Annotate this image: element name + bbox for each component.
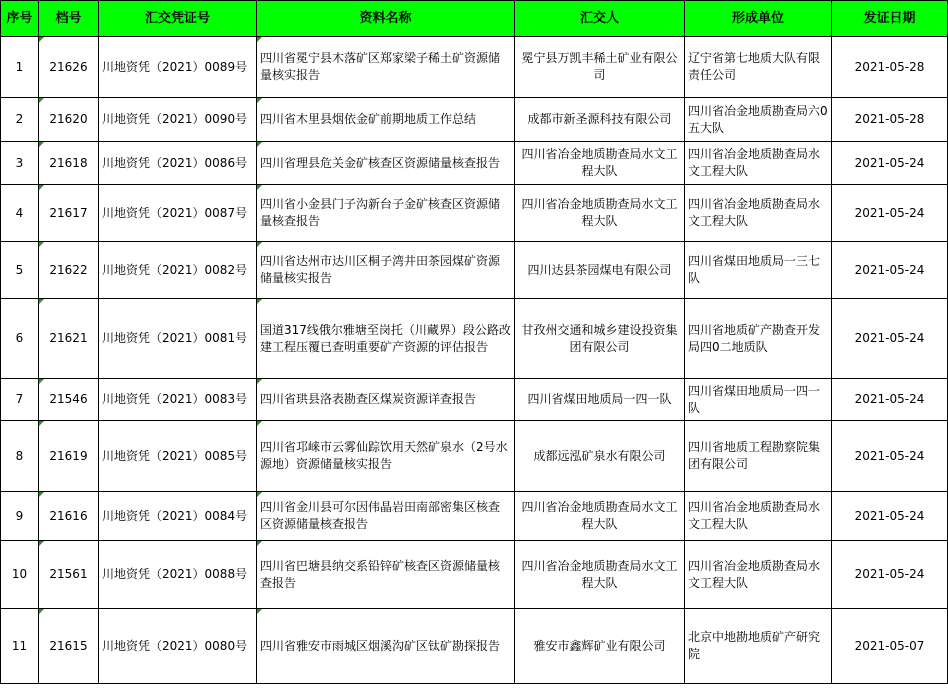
- cell-archive: 21622: [39, 242, 99, 299]
- table-row: [1, 242, 948, 299]
- table-row: [1, 609, 948, 684]
- cell-document: 四川省邛崃市云雾仙踪饮用天然矿泉水（2号水源地）资源储量核实报告: [257, 421, 515, 492]
- cell-certificate: 川地资凭（2021）0086号: [99, 142, 257, 185]
- cell-date: 2021-05-24: [832, 185, 948, 242]
- cell-certificate: 川地资凭（2021）0090号: [99, 98, 257, 142]
- cell-submitter: 四川省冶金地质勘查局水文工程大队: [515, 185, 685, 242]
- cell-seq: 2: [1, 98, 39, 142]
- cell-date: 2021-05-24: [832, 299, 948, 379]
- table-row: [1, 379, 948, 421]
- header-certificate: 汇交凭证号: [99, 1, 257, 37]
- cell-date: 2021-05-24: [832, 379, 948, 421]
- cell-organization: 四川省地质工程勘察院集团有限公司: [685, 421, 832, 492]
- cell-archive: 21561: [39, 541, 99, 609]
- cell-certificate: 川地资凭（2021）0083号: [99, 379, 257, 421]
- cell-certificate: 川地资凭（2021）0089号: [99, 37, 257, 98]
- cell-archive: 21626: [39, 37, 99, 98]
- cell-submitter: 雅安市鑫辉矿业有限公司: [515, 609, 685, 684]
- cell-organization: 四川省冶金地质勘查局水文工程大队: [685, 185, 832, 242]
- cell-document: 国道317线俄尔雅塘至岗托（川藏界）段公路改建工程压覆已查明重要矿产资源的评估报告: [257, 299, 515, 379]
- cell-seq: 6: [1, 299, 39, 379]
- table-row: [1, 421, 948, 492]
- cell-certificate: 川地资凭（2021）0085号: [99, 421, 257, 492]
- table-row: [1, 185, 948, 242]
- cell-document: 四川省珙县洛表勘查区煤炭资源详查报告: [257, 379, 515, 421]
- cell-organization: 四川省冶金地质勘查局水文工程大队: [685, 541, 832, 609]
- cell-organization: 四川省冶金地质勘查局水文工程大队: [685, 142, 832, 185]
- cell-seq: 5: [1, 242, 39, 299]
- cell-organization: 四川省冶金地质勘查局水文工程大队: [685, 492, 832, 541]
- cell-seq: 4: [1, 185, 39, 242]
- cell-seq: 11: [1, 609, 39, 684]
- cell-document: 四川省小金县门子沟新台子金矿核查区资源储量核查报告: [257, 185, 515, 242]
- cell-document: 四川省冕宁县木落矿区郑家梁子稀土矿资源储量核实报告: [257, 37, 515, 98]
- cell-organization: 四川省冶金地质勘查局六0五大队: [685, 98, 832, 142]
- cell-document: 四川省理县危关金矿核查区资源储量核查报告: [257, 142, 515, 185]
- cell-certificate: 川地资凭（2021）0082号: [99, 242, 257, 299]
- cell-seq: 1: [1, 37, 39, 98]
- cell-submitter: 成都远泓矿泉水有限公司: [515, 421, 685, 492]
- table-row: [1, 492, 948, 541]
- cell-date: 2021-05-07: [832, 609, 948, 684]
- cell-archive: 21616: [39, 492, 99, 541]
- cell-seq: 10: [1, 541, 39, 609]
- cell-date: 2021-05-24: [832, 421, 948, 492]
- cell-document: 四川省达州市达川区桐子湾井田茶园煤矿资源储量核实报告: [257, 242, 515, 299]
- cell-organization: 四川省煤田地质局一三七队: [685, 242, 832, 299]
- header-date: 发证日期: [832, 1, 948, 37]
- cell-organization: 辽宁省第七地质大队有限责任公司: [685, 37, 832, 98]
- table-row: [1, 142, 948, 185]
- cell-date: 2021-05-24: [832, 242, 948, 299]
- cell-submitter: 四川省冶金地质勘查局水文工程大队: [515, 142, 685, 185]
- table-row: [1, 37, 948, 98]
- cell-organization: 四川省地质矿产勘查开发局四0二地质队: [685, 299, 832, 379]
- header-seq: 序号: [1, 1, 39, 37]
- cell-seq: 8: [1, 421, 39, 492]
- cell-submitter: 四川省冶金地质勘查局水文工程大队: [515, 492, 685, 541]
- cell-document: 四川省巴塘县纳交系铅锌矿核查区资源储量核查报告: [257, 541, 515, 609]
- header-submitter: 汇交人: [515, 1, 685, 37]
- cell-organization: 四川省煤田地质局一四一队: [685, 379, 832, 421]
- cell-seq: 7: [1, 379, 39, 421]
- header-archive: 档号: [39, 1, 99, 37]
- table-row: [1, 299, 948, 379]
- cell-submitter: 四川达县茶园煤电有限公司: [515, 242, 685, 299]
- cell-archive: 21617: [39, 185, 99, 242]
- cell-document: 四川省金川县可尔因伟晶岩田南部密集区核查区资源储量核查报告: [257, 492, 515, 541]
- table-row: [1, 541, 948, 609]
- header-organization: 形成单位: [685, 1, 832, 37]
- cell-certificate: 川地资凭（2021）0081号: [99, 299, 257, 379]
- cell-certificate: 川地资凭（2021）0084号: [99, 492, 257, 541]
- cell-archive: 21620: [39, 98, 99, 142]
- cell-submitter: 四川省冶金地质勘查局水文工程大队: [515, 541, 685, 609]
- table-row: [1, 98, 948, 142]
- cell-certificate: 川地资凭（2021）0088号: [99, 541, 257, 609]
- header-document: 资料名称: [257, 1, 515, 37]
- cell-seq: 9: [1, 492, 39, 541]
- cell-archive: 21618: [39, 142, 99, 185]
- cell-archive: 21619: [39, 421, 99, 492]
- cell-certificate: 川地资凭（2021）0087号: [99, 185, 257, 242]
- cell-date: 2021-05-24: [832, 142, 948, 185]
- cell-date: 2021-05-24: [832, 492, 948, 541]
- cell-archive: 21615: [39, 609, 99, 684]
- cell-submitter: 成都市新圣源科技有限公司: [515, 98, 685, 142]
- cell-certificate: 川地资凭（2021）0080号: [99, 609, 257, 684]
- cell-archive: 21621: [39, 299, 99, 379]
- cell-organization: 北京中地勘地质矿产研究院: [685, 609, 832, 684]
- cell-document: 四川省雅安市雨城区烟溪沟矿区钛矿勘探报告: [257, 609, 515, 684]
- cell-submitter: 冕宁县万凯丰稀土矿业有限公司: [515, 37, 685, 98]
- cell-date: 2021-05-24: [832, 541, 948, 609]
- header-row: [1, 1, 948, 37]
- cell-date: 2021-05-28: [832, 98, 948, 142]
- cell-submitter: 四川省煤田地质局一四一队: [515, 379, 685, 421]
- cell-submitter: 甘孜州交通和城乡建设投资集团有限公司: [515, 299, 685, 379]
- cell-seq: 3: [1, 142, 39, 185]
- cell-archive: 21546: [39, 379, 99, 421]
- cell-date: 2021-05-28: [832, 37, 948, 98]
- cell-document: 四川省木里县烟依金矿前期地质工作总结: [257, 98, 515, 142]
